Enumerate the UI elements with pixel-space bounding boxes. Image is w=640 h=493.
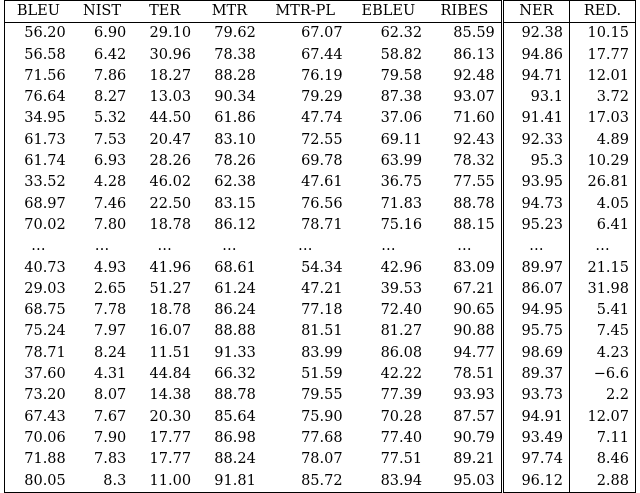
cell-ribes: 88.78 [453,195,495,212]
cell-ner: 93.1 [502,87,569,108]
cell-bleu: 40.73 [5,258,72,279]
cell-red: 10.15 [569,23,635,45]
cell-ner: 89.37 [502,364,569,385]
table-row [5,449,636,470]
cell-red: 8.46 [569,449,635,470]
cell-bleu: 29.03 [5,279,72,300]
cell-mtr: 88.28 [214,67,256,84]
cell-ribes: … [457,238,472,255]
cell-nist: 7.80 [94,216,127,233]
cell-mtr-pl: … [297,238,313,255]
cell-mtr: 78.38 [214,46,256,63]
header-mtr: MTR [197,1,262,23]
cell-mtr: 86.24 [214,302,256,319]
cell-red: 3.72 [569,87,635,108]
cell-ter: 14.38 [149,387,192,404]
cell-mtr: 88.24 [214,451,256,468]
cell-mtr: 61.24 [214,280,256,297]
cell-ebleu: 63.99 [380,153,423,170]
cell-ribes: 86.13 [453,46,495,63]
cell-mtr-pl: 79.55 [301,387,343,404]
cell-bleu: 67.43 [5,407,72,428]
cell-ner: 92.38 [502,23,569,45]
cell-red: 17.03 [569,108,635,129]
cell-mtr: 61.86 [214,110,256,127]
header-ebleu: EBLEU [349,1,428,23]
cell-bleu: 80.05 [5,471,72,493]
cell-ter: … [157,238,172,255]
cell-ribes: 94.77 [453,344,495,361]
cell-mtr: 83.15 [214,195,256,212]
cell-ribes: 83.09 [453,259,495,276]
cell-red: 17.77 [569,45,635,66]
cell-mtr-pl: 47.21 [301,280,343,297]
cell-ter: 44.84 [149,366,192,383]
cell-ner: 93.95 [502,172,569,193]
cell-bleu: 61.74 [5,151,72,172]
cell-bleu: 56.20 [5,23,72,45]
cell-ter: 17.77 [149,451,192,468]
cell-ner: 91.41 [502,108,569,129]
cell-nist: 5.32 [94,110,127,127]
cell-bleu: 78.71 [5,343,72,364]
cell-ner: 86.07 [502,279,569,300]
cell-nist: 8.27 [94,89,127,106]
cell-ebleu: 58.82 [380,46,423,63]
cell-mtr-pl: 67.07 [301,25,343,42]
cell-red: 7.11 [569,428,635,449]
cell-bleu: … [5,236,72,257]
cell-red: −6.6 [569,364,635,385]
cell-red: 21.15 [569,258,635,279]
cell-mtr: 88.88 [214,323,256,340]
cell-ebleu: 42.22 [380,366,423,383]
cell-mtr: … [222,238,237,255]
cell-ter: 51.27 [149,280,192,297]
cell-mtr: 62.38 [214,174,256,191]
cell-ribes: 77.55 [453,174,495,191]
cell-red: 26.81 [569,172,635,193]
cell-ribes: 90.79 [453,429,495,446]
cell-ebleu: 87.38 [380,89,423,106]
cell-mtr-pl: 47.61 [301,174,343,191]
cell-nist: 8.3 [72,471,133,493]
cell-ter: 41.96 [149,259,192,276]
cell-red: 6.41 [569,215,635,236]
cell-nist: 8.24 [94,344,127,361]
cell-ter: 11.51 [149,344,192,361]
cell-red: 4.05 [569,194,635,215]
cell-bleu: 68.97 [5,194,72,215]
table-row [5,321,636,342]
cell-bleu: 68.75 [5,300,72,321]
cell-bleu: 37.60 [5,364,72,385]
cell-nist: 7.46 [94,195,127,212]
cell-mtr-pl: 79.29 [301,89,343,106]
cell-ribes: 92.48 [453,67,495,84]
cell-ner: 94.71 [502,66,569,87]
cell-ter: 30.96 [149,46,192,63]
cell-mtr: 68.61 [214,259,256,276]
cell-red: 7.45 [569,321,635,342]
table-row [5,236,636,257]
cell-ter: 22.50 [149,195,192,212]
cell-nist: 4.31 [94,366,127,383]
cell-ribes: 85.59 [453,25,495,42]
table-row [5,258,636,279]
table-row [5,151,636,172]
table-row [5,45,636,66]
cell-nist: 2.65 [94,280,127,297]
cell-ner: 95.75 [502,321,569,342]
cell-nist: 4.28 [94,174,127,191]
metrics-table [4,0,636,493]
table-row [5,300,636,321]
cell-mtr-pl: 85.72 [262,471,349,493]
header-ner: NER [502,1,569,23]
cell-ner: 96.12 [502,471,569,493]
cell-ribes: 93.07 [453,89,495,106]
cell-nist: 7.90 [94,429,127,446]
table-row [5,108,636,129]
cell-mtr-pl: 69.78 [301,153,343,170]
table-row [5,23,636,45]
cell-mtr: 86.98 [214,429,256,446]
cell-nist: 6.90 [94,25,127,42]
cell-ebleu: 71.83 [380,195,423,212]
cell-nist: … [94,238,110,255]
cell-mtr: 78.26 [214,153,256,170]
header-ribes: RIBES [428,1,502,23]
cell-ebleu: 39.53 [380,280,423,297]
cell-mtr-pl: 78.71 [301,216,343,233]
cell-bleu: 76.64 [5,87,72,108]
table-row [5,66,636,87]
table-row [5,407,636,428]
cell-mtr-pl: 83.99 [301,344,343,361]
cell-ebleu: 77.40 [380,429,423,446]
cell-ebleu: 62.32 [380,25,423,42]
cell-mtr: 88.78 [214,387,256,404]
cell-ter: 17.77 [149,429,192,446]
cell-ter: 28.26 [149,153,192,170]
cell-nist: 4.93 [94,259,127,276]
cell-ebleu: … [381,238,396,255]
table-row [5,194,636,215]
cell-ner: 94.91 [502,407,569,428]
cell-ribes: 71.60 [453,110,495,127]
cell-mtr-pl: 81.51 [301,323,343,340]
cell-mtr-pl: 78.07 [301,451,343,468]
cell-ner: 93.73 [502,385,569,406]
cell-ebleu: 42.96 [380,259,423,276]
cell-red: 31.98 [569,279,635,300]
cell-ribes: 89.21 [453,451,495,468]
cell-bleu: 70.02 [5,215,72,236]
header-nist: NIST [72,1,133,23]
cell-ebleu: 79.58 [380,67,423,84]
cell-ribes: 95.03 [428,471,502,493]
cell-ebleu: 86.08 [380,344,423,361]
cell-ner: 92.33 [502,130,569,151]
cell-ner: 97.74 [502,449,569,470]
cell-ebleu: 77.51 [380,451,423,468]
table-row [5,343,636,364]
cell-mtr: 83.10 [214,131,256,148]
cell-ter: 18.78 [149,216,192,233]
table-row [5,130,636,151]
cell-ter: 11.00 [132,471,197,493]
cell-mtr: 91.81 [197,471,262,493]
cell-nist: 6.42 [94,46,127,63]
table-row [5,172,636,193]
cell-mtr-pl: 76.56 [301,195,343,212]
cell-nist: 7.53 [94,131,127,148]
cell-ebleu: 81.27 [380,323,423,340]
cell-ner: 98.69 [502,343,569,364]
cell-ebleu: 37.06 [380,110,423,127]
cell-ter: 18.27 [149,67,192,84]
header-row [5,1,636,23]
cell-mtr: 85.64 [214,408,256,425]
cell-nist: 7.83 [94,451,127,468]
cell-nist: 6.93 [94,153,127,170]
cell-ribes: 78.32 [453,153,495,170]
header-mtr-pl: MTR-PL [262,1,349,23]
cell-ribes: 92.43 [453,131,495,148]
cell-mtr: 91.33 [214,344,256,361]
cell-red: 4.89 [569,130,635,151]
header-bleu: BLEU [5,1,72,23]
cell-ribes: 90.65 [453,302,495,319]
cell-mtr-pl: 47.74 [301,110,343,127]
cell-mtr-pl: 67.44 [301,46,343,63]
cell-mtr: 79.62 [214,25,256,42]
table-row [5,428,636,449]
cell-red: … [569,236,635,257]
cell-bleu: 73.20 [5,385,72,406]
cell-red: 12.07 [569,407,635,428]
cell-ner: 94.95 [502,300,569,321]
table-body [5,23,636,493]
table-row [5,279,636,300]
cell-ter: 13.03 [149,89,192,106]
cell-ebleu: 72.40 [380,302,423,319]
cell-red: 2.88 [569,471,635,493]
cell-mtr: 66.32 [214,366,256,383]
header-red: RED. [569,1,635,23]
cell-ter: 20.30 [149,408,192,425]
cell-bleu: 61.73 [5,130,72,151]
cell-red: 10.29 [569,151,635,172]
cell-red: 5.41 [569,300,635,321]
cell-red: 12.01 [569,66,635,87]
table-row [5,364,636,385]
cell-mtr-pl: 72.55 [301,131,343,148]
table-row [5,385,636,406]
cell-nist: 7.97 [94,323,127,340]
cell-mtr-pl: 75.90 [301,408,343,425]
cell-bleu: 33.52 [5,172,72,193]
header-ter: TER [132,1,197,23]
cell-ner: 93.49 [502,428,569,449]
cell-ebleu: 77.39 [380,387,423,404]
cell-ebleu: 70.28 [380,408,423,425]
cell-ter: 20.47 [149,131,192,148]
cell-mtr: 86.12 [214,216,256,233]
cell-ebleu: 75.16 [380,216,423,233]
cell-mtr-pl: 77.18 [301,302,343,319]
cell-ebleu: 69.11 [380,131,423,148]
cell-bleu: 34.95 [5,108,72,129]
cell-ter: 44.50 [149,110,192,127]
cell-ner: 94.86 [502,45,569,66]
cell-nist: 7.86 [94,67,127,84]
cell-ner: 95.23 [502,215,569,236]
cell-ribes: 88.15 [453,216,495,233]
cell-nist: 7.78 [94,302,127,319]
cell-ribes: 78.51 [453,366,495,383]
cell-ebleu: 36.75 [380,174,423,191]
cell-ter: 29.10 [149,25,192,42]
cell-ner: 95.3 [502,151,569,172]
cell-bleu: 56.58 [5,45,72,66]
cell-bleu: 70.06 [5,428,72,449]
cell-bleu: 75.24 [5,321,72,342]
cell-ribes: 87.57 [453,408,495,425]
cell-ner: 94.73 [502,194,569,215]
cell-ribes: 90.88 [453,323,495,340]
cell-mtr: 90.34 [214,89,256,106]
cell-ter: 16.07 [149,323,192,340]
cell-nist: 8.07 [94,387,127,404]
cell-mtr-pl: 76.19 [301,67,343,84]
cell-mtr-pl: 54.34 [301,259,343,276]
table-row [5,87,636,108]
cell-ner: 89.97 [502,258,569,279]
cell-ribes: 67.21 [453,280,495,297]
cell-bleu: 71.88 [5,449,72,470]
cell-ebleu: 83.94 [349,471,428,493]
cell-nist: 7.67 [94,408,127,425]
cell-ribes: 93.93 [453,387,495,404]
cell-red: 2.2 [569,385,635,406]
cell-bleu: 71.56 [5,66,72,87]
cell-mtr-pl: 51.59 [301,366,343,383]
cell-ner: … [502,236,569,257]
cell-ter: 46.02 [149,174,192,191]
table-row [5,471,636,493]
cell-red: 4.23 [569,343,635,364]
cell-mtr-pl: 77.68 [301,429,343,446]
cell-ter: 18.78 [149,302,192,319]
table-row [5,215,636,236]
